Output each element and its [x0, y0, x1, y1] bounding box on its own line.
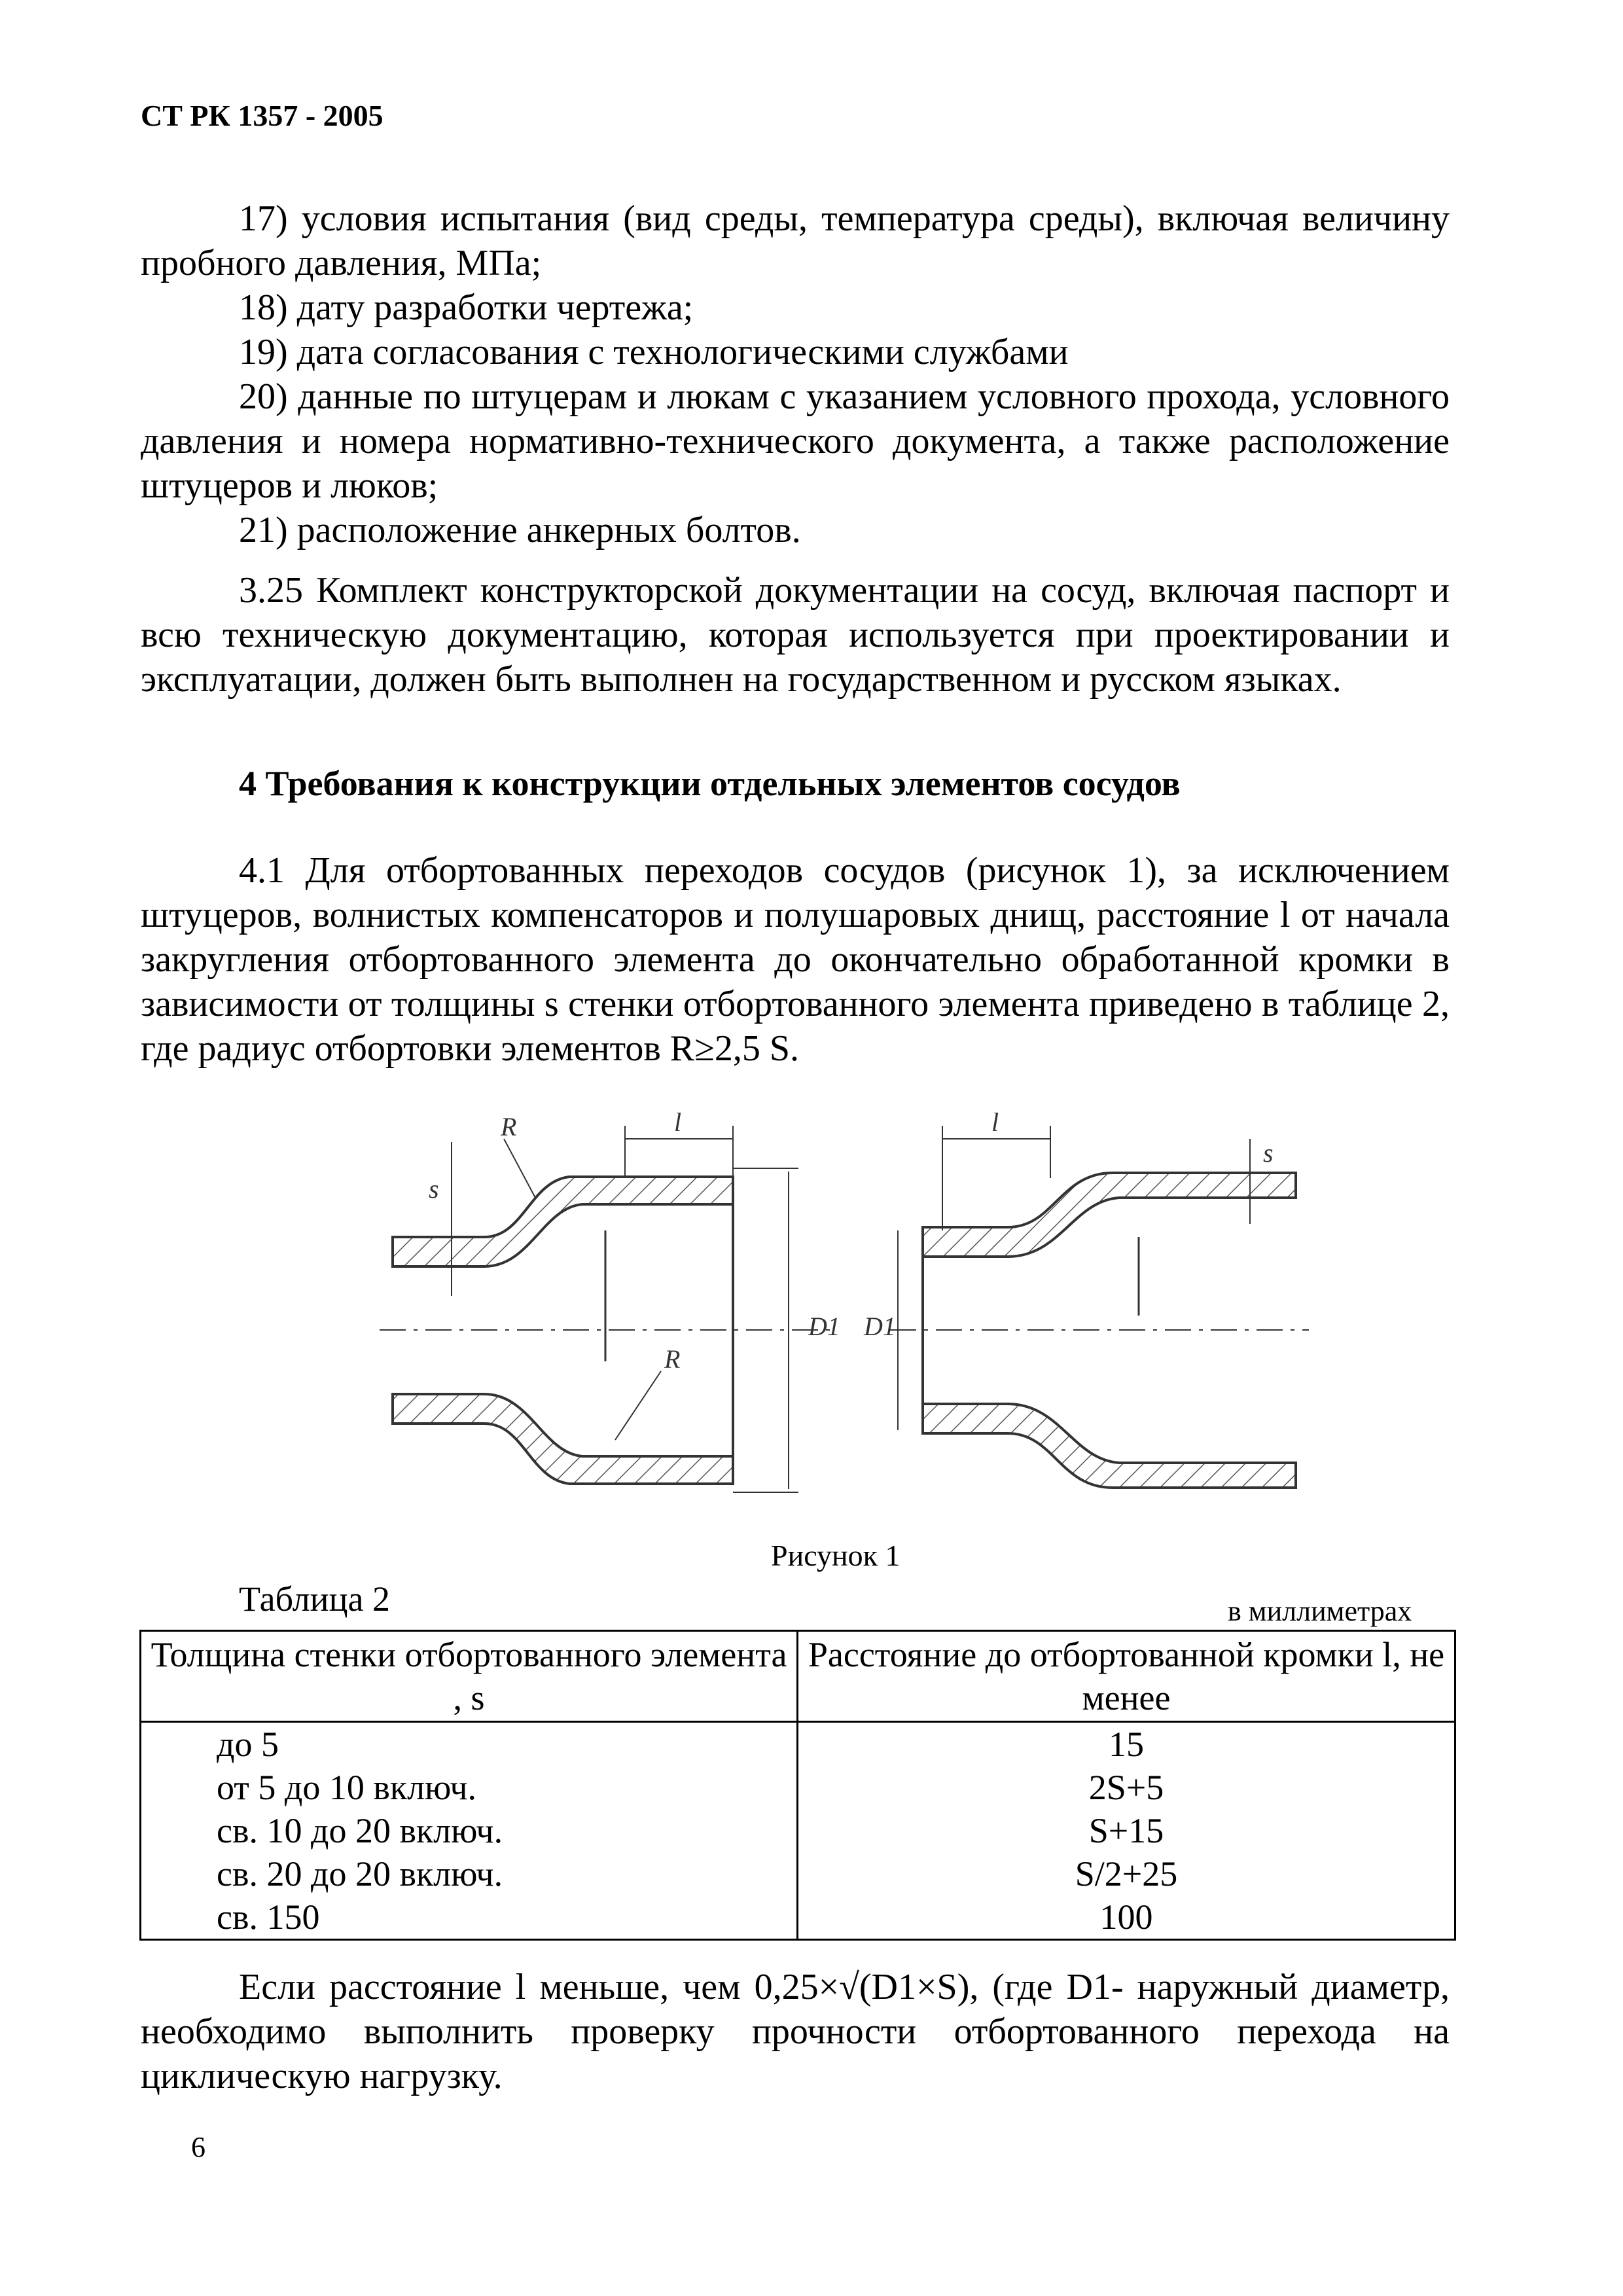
- table-2-units: в миллиметрах: [1228, 1595, 1412, 1627]
- table-row: [141, 1852, 1455, 1895]
- label-l-right: l: [991, 1107, 999, 1137]
- list-item-19: 19) дата согласования с технологическими службами: [239, 332, 1069, 372]
- label-R-top: R: [501, 1112, 517, 1141]
- label-D1-right: D1: [864, 1312, 896, 1341]
- table-2-title: Таблица 2: [239, 1579, 390, 1619]
- list-item-20-text: 20) данные по штуцерам и люкам с указанием условного прохода, условного давления и номера нормативно-технического документа, а также расположение штуцеров и люков;: [141, 376, 1450, 506]
- label-s-right: s: [1263, 1138, 1274, 1168]
- table-row: [141, 1766, 1455, 1809]
- table-2: [139, 1630, 1456, 1941]
- paragraph-4-1-text: 4.1 Для отбортованных переходов сосудов (рисунок 1), за исключением штуцеров, волнистых компенсаторов и полушаровых днищ, расстояние l от начала закругления отбортованного элемента до окончательно обработанной кромки в зависимости от толщины s стенки отбортованного элемента приведено в таблице 2, где радиус отбортовки элементов R≥2,5 S.: [141, 850, 1450, 1069]
- table-row: [141, 1722, 1455, 1767]
- table-header-thickness: Толщина стенки отбортованного элемента , s: [141, 1631, 798, 1722]
- paragraph-final-text: Если расстояние l меньше, чем 0,25×√(D1×S), (где D1- наружный диаметр, необходимо выполнить проверку прочности отбортованного перехода на циклическую нагрузку.: [141, 1967, 1450, 2096]
- table-cell-thickness: св. 150: [141, 1895, 798, 1940]
- table-cell-distance: S+15: [798, 1809, 1455, 1852]
- table-cell-thickness: св. 10 до 20 включ.: [141, 1809, 798, 1852]
- figure-1-drawing: [366, 1100, 1315, 1518]
- list-item-17-text: 17) условия испытания (вид среды, температура среды), включая величину пробного давления, МПа;: [141, 198, 1450, 283]
- table-cell-distance: 2S+5: [798, 1766, 1455, 1809]
- table-cell-thickness: от 5 до 10 включ.: [141, 1766, 798, 1809]
- table-cell-distance: 100: [798, 1895, 1455, 1940]
- list-item-21: 21) расположение анкерных болтов.: [239, 510, 801, 550]
- label-l-left: l: [674, 1107, 682, 1137]
- table-cell-distance: 15: [798, 1722, 1455, 1767]
- label-s-left: s: [429, 1174, 439, 1204]
- figure-1-caption: Рисунок 1: [771, 1539, 901, 1572]
- list-item-17: [141, 196, 1450, 285]
- right-transition: [890, 1126, 1309, 1488]
- table-row: [141, 1809, 1455, 1852]
- table-cell-thickness: до 5: [141, 1722, 798, 1767]
- list-item-18: 18) дату разработки чертежа;: [239, 287, 694, 328]
- page-number: 6: [191, 2131, 205, 2163]
- table-cell-distance: S/2+25: [798, 1852, 1455, 1895]
- paragraph-4-1: [141, 848, 1450, 1071]
- table-cell-thickness: св. 20 до 20 включ.: [141, 1852, 798, 1895]
- document-header: СТ РК 1357 - 2005: [141, 99, 383, 132]
- paragraph-3-25-text: 3.25 Комплект конструкторской документации на сосуд, включая паспорт и всю техническую документацию, которая используется при проектировании и эксплуатации, должен быть выполнен на государственном и русском языках.: [141, 570, 1450, 700]
- paragraph-final: [141, 1965, 1450, 2098]
- table-header-distance: Расстояние до отбортованной кромки l, не менее: [798, 1631, 1455, 1722]
- section-4-heading: 4 Требования к конструкции отдельных элементов сосудов: [239, 764, 1181, 803]
- left-transition: [380, 1126, 838, 1492]
- list-item-20: [141, 374, 1450, 508]
- label-R-bottom: R: [664, 1344, 681, 1374]
- label-D1-left: D1: [808, 1312, 840, 1341]
- table-row: [141, 1895, 1455, 1940]
- paragraph-3-25: [141, 568, 1450, 702]
